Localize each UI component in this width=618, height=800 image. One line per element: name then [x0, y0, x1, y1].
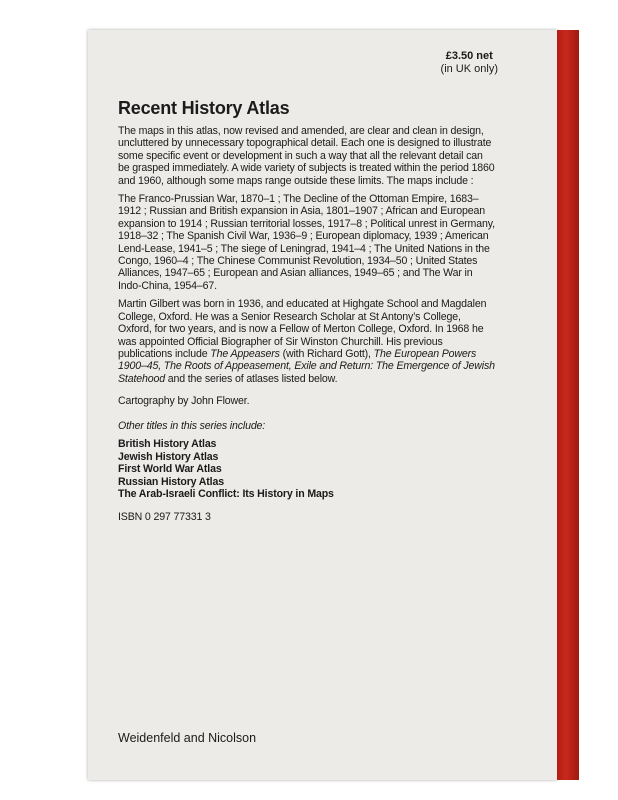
series-title: Jewish History Atlas	[118, 450, 219, 463]
blurb	[118, 125, 496, 523]
series-heading: Other titles in this series include:	[118, 419, 266, 432]
book-title: Recent History Atlas	[118, 98, 290, 118]
series-title: Russian History Atlas	[118, 475, 224, 488]
series-title: British History Atlas	[118, 437, 217, 450]
price-label	[441, 50, 498, 76]
price-amount: £3.50 net	[445, 50, 493, 62]
author-text-2: (with Richard Gott),	[279, 347, 374, 360]
intro-paragraph: The maps in this atlas, now revised and amended, are clear and clean in design, uncluttered by unnecessary topographical detail. Each one is designed to illustrate some specific event or development in such a way that all the relevant detail can be grasped immediately. A wide variety of subjects is treated within the period 1860 and 1960, although some maps range outside these limits. The maps include :	[118, 125, 495, 187]
cartography-credit: Cartography by John Flower.	[118, 395, 250, 408]
author-title-1: The Appeasers	[210, 347, 280, 360]
book-spine	[557, 30, 579, 780]
publisher-name: Weidenfeld and Nicolson	[118, 731, 257, 745]
isbn: ISBN 0 297 77331 3	[118, 510, 211, 523]
author-title-2: The European Powers 1900–45, The Roots of Appeasement, Exile and Return: The Emergence of Jewish Statehood	[118, 347, 495, 385]
author-text-3: and the series of atlases listed below.	[164, 372, 338, 385]
series-title: First World War Atlas	[118, 463, 222, 476]
maps-paragraph: The Franco-Prussian War, 1870–1 ; The Decline of the Ottoman Empire, 1683–1912 ; Russian and British expansion in Asia, 1801–1907 ; African and European expansion to 1914 ; Russian territorial losses, 1917–8 ; Political unrest in Germany, 1918–32 ; The Spanish Civil War, 1936–9 ; European diplomacy, 1939 ; American Lend-Lease, 1941–5 ; The siege of Leningrad, 1941–4 ; The United Nations in the Congo, 1960–4 ; The Chinese Communist Revolution, 1934–50 ; United States Alliances, 1947–65 ; European and Asian alliances, 1949–65 ; and The War in Indo-China, 1954–67.	[118, 193, 495, 292]
author-text-1: Martin Gilbert was born in 1936, and educated at Highgate School and Magdalen College, Oxford. He was a Senior Research Scholar at St Antony’s College, Oxford, for two years, and is now a Fellow of Merton College, Oxford. In 1968 he was appointed Official Biographer of Sir Winston Churchill. His previous publications include	[118, 298, 487, 360]
price-note: (in UK only)	[440, 63, 498, 75]
author-paragraph	[118, 298, 496, 385]
series-title: The Arab-Israeli Conflict: Its History in Maps	[118, 488, 334, 501]
series-list	[118, 438, 496, 501]
